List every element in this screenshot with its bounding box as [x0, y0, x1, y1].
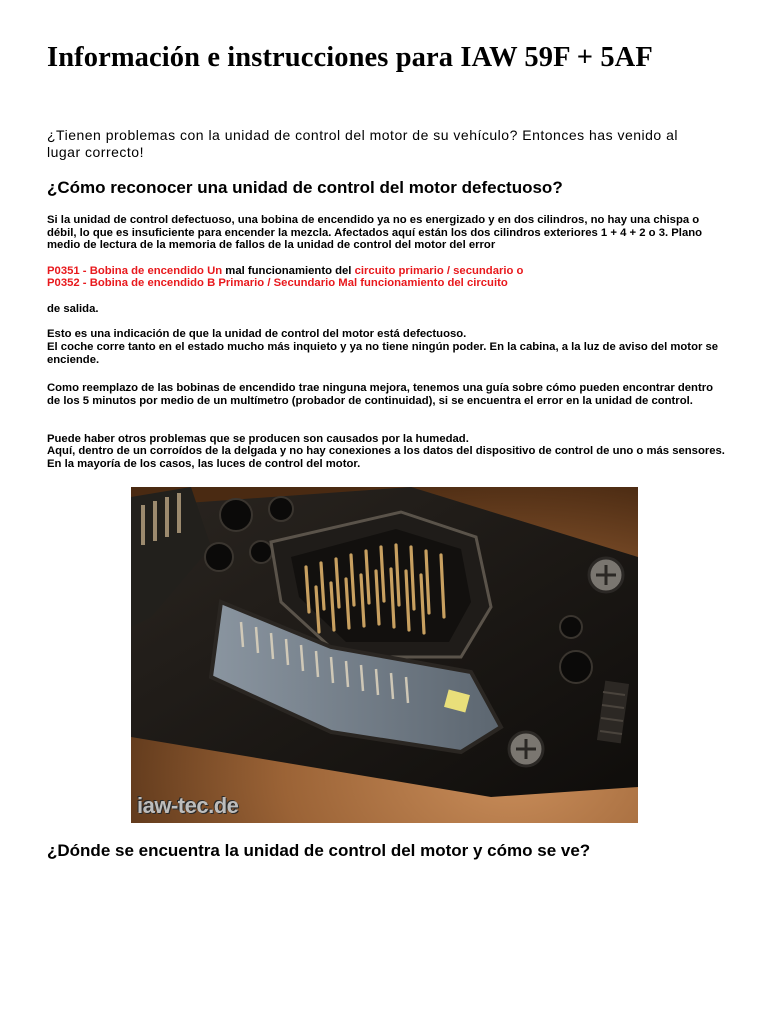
intro-text: ¿Tienen problemas con la unidad de control del motor de su vehículo? Entonces has venido al lugar correcto!	[47, 127, 679, 160]
paragraph-guide: Como reemplazo de las bobinas de encendido trae ninguna mejora, tenemos una guía sobre cómo pueden encontrar dentro de los 5 minutos por medio de un multímetro (probador de continuidad), si se encuentra el error en la unidad de control.	[47, 382, 714, 407]
ecu-connector-photo	[131, 487, 638, 823]
error-code-p0351	[47, 265, 727, 278]
ecu-photo-illustration	[131, 487, 638, 823]
paragraph-humidity: Puede haber otros problemas que se producen son causados por la humedad.	[47, 433, 469, 445]
section-heading-location: ¿Dónde se encuentra la unidad de control del motor y cómo se ve?	[47, 841, 591, 860]
photo-watermark: iaw-tec.de	[137, 793, 239, 818]
page-title: Información e instrucciones para IAW 59F + 5AF	[47, 42, 653, 73]
error-code-p0351-middle: mal funcionamiento del	[222, 265, 355, 277]
paragraph-indication: Esto es una indicación de que la unidad de control del motor está defectuoso.	[47, 328, 467, 340]
paragraph-corrosion: Aquí, dentro de un corroídos de la delgada y no hay conexiones a los datos del dispositivo de control de uno o más sensores. En la mayoría de los casos, las luces de control del motor.	[47, 445, 725, 470]
section-heading-recognize: ¿Cómo reconocer una unidad de control del motor defectuoso?	[47, 178, 563, 197]
error-code-p0351-circuit: circuito primario / secundario o	[354, 265, 524, 277]
error-code-p0352: P0352 - Bobina de encendido B Primario / Secundario Mal funcionamiento del circuito	[47, 277, 508, 289]
error-code-p0351-label: P0351 - Bobina de encendido Un	[47, 265, 223, 277]
paragraph-symptoms: Si la unidad de control defectuoso, una bobina de encendido ya no es energizado y en dos cilindros, no hay una chispa o débil, lo que es insuficiente para encender la mezcla. Afectados aquí están los dos cilindros exteriores 1 + 4 + 2 o 3. Plano medio de lectura de la memoria de fallos de la unidad de control del motor del error	[47, 214, 703, 252]
paragraph-car-behavior: El coche corre tanto en el estado mucho más inquieto y ya no tiene ningún poder. En la cabina, a la luz de aviso del motor se enciende.	[47, 341, 719, 366]
paragraph-output: de salida.	[47, 303, 99, 315]
